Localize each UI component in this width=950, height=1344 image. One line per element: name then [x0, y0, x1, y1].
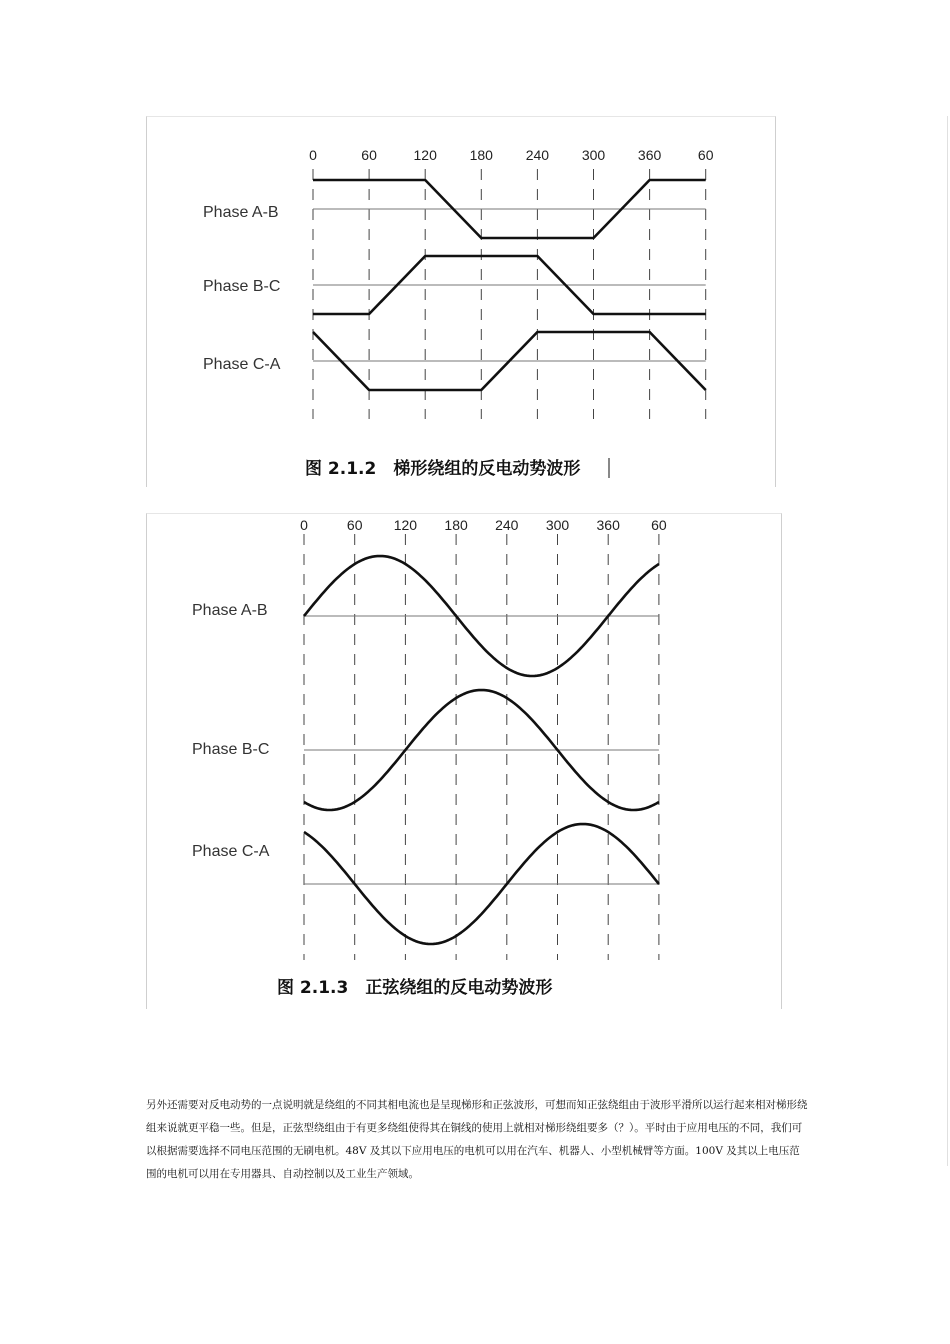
x-tick-label: 60	[361, 147, 377, 163]
phase-label: Phase B-C	[203, 278, 281, 295]
trapezoidal-bemf-figure	[146, 116, 776, 487]
body-paragraph: 另外还需要对反电动势的一点说明就是绕组的不同其相电流也是呈现梯形和正弦波形，可想而知正弦绕组由于波形平滑所以运行起来相对梯形绕组来说就更平稳一些。但是，正弦型绕组由于有更多绕组使得其在铜线的使用上就相对梯形绕组要多（？）。平时由于应用电压的不同，我们可以根据需要选择不同电压范围的无刷电机。48V 及其以下应用电压的电机可以用在汽车、机器人、小型机械臂等方面。100V 及其以上电压范围的电机可以用在专用器具、自动控制以及工业生产领域。	[146, 1099, 808, 1180]
x-tick-label: 300	[581, 147, 606, 163]
trapezoidal-bemf-chart	[147, 117, 775, 487]
phase-label: Phase C-A	[203, 356, 281, 373]
phase-label: Phase A-B	[203, 204, 279, 221]
x-tick-label: 360	[596, 517, 620, 533]
x-tick-label: 180	[444, 517, 468, 533]
phase-label: Phase A-B	[192, 602, 268, 619]
x-tick-label: 360	[637, 147, 662, 163]
sinusoidal-bemf-figure	[146, 513, 782, 1009]
x-tick-label: 0	[300, 517, 308, 533]
sinusoidal-bemf-chart	[147, 514, 781, 1009]
phase-label: Phase C-A	[192, 843, 270, 860]
x-tick-label: 60	[697, 147, 714, 163]
x-tick-label: 240	[525, 147, 550, 163]
x-tick-label: 180	[469, 147, 493, 163]
phase-label: Phase B-C	[192, 741, 270, 758]
x-tick-label: 240	[495, 517, 519, 533]
x-tick-label: 60	[346, 517, 363, 533]
figure-caption: 图 2.1.3 正弦绕组的反电动势波形	[277, 978, 553, 998]
x-tick-label: 0	[309, 147, 317, 163]
x-tick-label: 300	[545, 517, 570, 533]
figure-caption: 图 2.1.2 梯形绕组的反电动势波形	[305, 459, 581, 479]
x-tick-label: 60	[651, 517, 667, 533]
x-tick-label: 120	[413, 147, 437, 163]
x-tick-label: 120	[393, 517, 418, 533]
